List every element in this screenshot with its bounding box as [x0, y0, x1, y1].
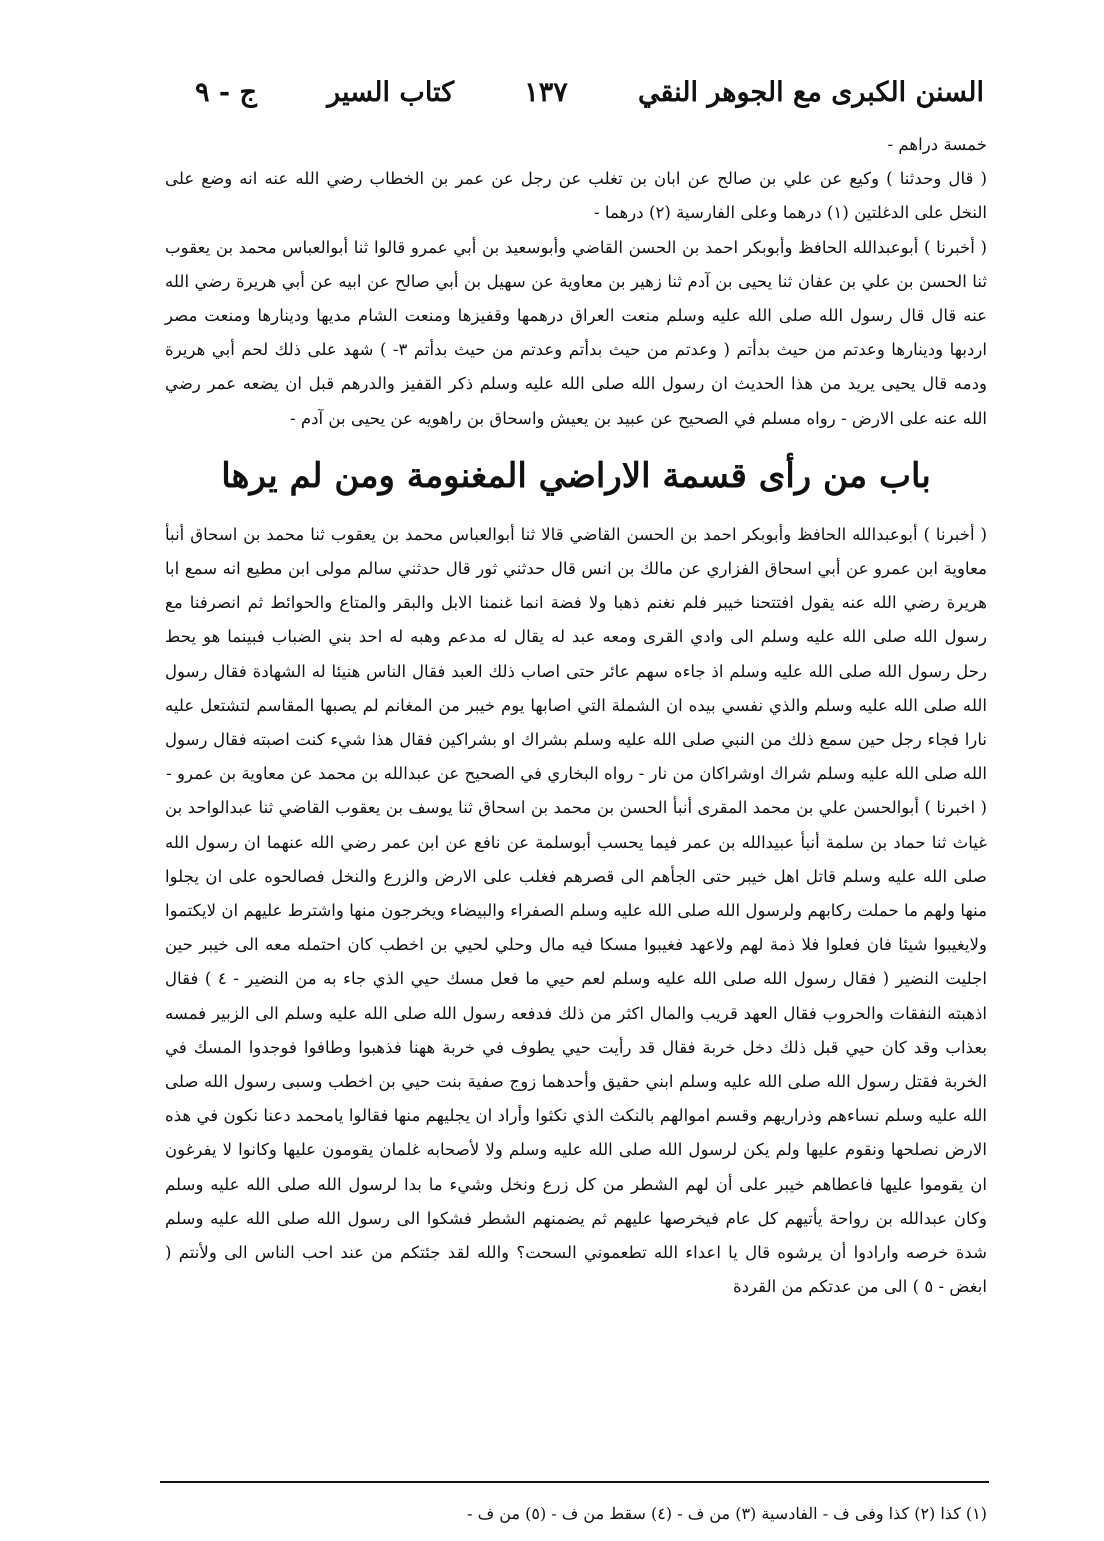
- chapter-title: كتاب السير: [327, 76, 455, 108]
- section-title: باب من رأى قسمة الاراضي المغنومة ومن لم يرها: [221, 455, 931, 496]
- body-text: [165, 128, 987, 1305]
- page-number: ١٣٧: [524, 76, 568, 108]
- paragraph: ( أخبرنا ) أبوعبدالله الحافظ وأبوبكر احمد بن الحسن القاضي قالا ثنا أبوالعباس محمد بن يعقوب ثنا محمد بن اسحاق أنبأ معاوية ابن عمرو عن أبي اسحاق الفزاري عن مالك بن انس قال حدثني ثور قال حدثني سالم مولى ابن مطيع انه سمع ابا هريرة رضي الله عنه يقول افتتحنا خيبر فلم نغنم ذهبا ولا فضة انما غنمنا الابل والبقر والمتاع والحوائط ثم انصرفنا مع رسول الله صلى الله عليه وسلم الى وادي القرى ومعه عبد له يقال له مدعم وهبه له احد بني الضباب فبينما هو يحط رحل رسول الله صلى الله عليه وسلم اذ جاءه سهم عائر حتى اصاب ذلك العبد فقال الناس هنيئا له الشهادة فقال رسول الله صلى الله عليه وسلم والذي نفسي بيده ان الشملة التي اصابها يوم خيبر من المغانم لم يصبها المقاسم لتشتعل عليه نارا فجاء رجل حين سمع ذلك من النبي صلى الله عليه وسلم بشراك او بشراكين فقال هذا شيء كنت اصبته فقال رسول الله صلى الله عليه وسلم شراك اوشراكان من نار - رواه البخاري في الصحيح عن عبدالله بن محمد عن معاوية بن عمرو -: [165, 524, 987, 784]
- paragraph: ( اخبرنا ) أبوالحسن علي بن محمد المقرى أنبأ الحسن بن محمد بن اسحاق ثنا يوسف بن يعقوب القاضي ثنا عبدالواحد بن غياث ثنا حماد بن سلمة أنبأ عبيدالله بن عمر فيما يحسب أبوسلمة عن نافع عن ابن عمر رضي الله عنهما ان رسول الله صلى الله عليه وسلم قاتل اهل خيبر حتى الجأهم الى قصرهم فغلب على الارض والزرع والنخل فصالحوه على ان يجلوا منها ولهم ما حملت ركابهم ولرسول الله صلى الله عليه وسلم الصفراء والبيضاء ويخرجون منها واشترط عليهم ان لايكتموا ولايغيبوا شيئا فان فعلوا فلا ذمة لهم ولاعهد فغيبوا مسكا فيه مال وحلي لحيي بن اخطب كان احتمله معه الى خيبر حين اجليت النضير ( فقال رسول الله صلى الله عليه وسلم لعم حيي ما فعل مسك حيي الذي جاء به من النضير - ٤ ) فقال اذهبته النفقات والحروب فقال العهد قريب والمال اكثر من ذلك فدفعه رسول الله صلى الله عليه وسلم الى الزبير فمسه بعذاب وقد كان حيي قبل ذلك دخل خربة فقال قد رأيت حيي يطوف في خربة ههنا فذهبوا وطافوا فوجدوا المسك في الخربة فقتل رسول الله صلى الله عليه وسلم ابني حقيق وأحدهما زوج صفية بنت حيي بن اخطب وسبى رسول الله صلى الله عليه وسلم نساءهم وذراريهم وقسم اموالهم بالنكث الذي نكثوا وأراد ان يجليهم منها فقالوا يامحمد دعنا نكون في هذه الارض نصلحها ونقوم عليها ولم يكن لرسول الله صلى الله عليه وسلم ولا لأصحابه غلمان يقومون عليها وكانوا لا يفرغون ان يقوموا عليها فاعطاهم خيبر على أن لهم الشطر من كل زرع ونخل وشيء ما بدا لرسول الله صلى الله عليه وسلم وكان عبدالله بن رواحة يأتيهم كل عام فيخرصها عليهم ثم يضمنهم الشطر فشكوا الى رسول الله صلى الله عليه وسلم شدة خرصه وارادوا أن يرشوه قال يا اعداء الله تطعموني السحت؟ والله لقد جئتكم من عند احب الناس الى ولأنتم ( ابغض - ٥ ) الى من عدتكم من القردة: [165, 798, 987, 1297]
- footnote: (١) كذا (٢) كذا وفى ف - الفادسية (٣) من ف - (٤) سقط من ف - (٥) من ف -: [467, 1504, 987, 1523]
- volume-label: ج - ٩: [195, 76, 257, 108]
- page-header: [195, 70, 984, 114]
- paragraph: خمسة دراهم -: [887, 135, 987, 154]
- footnote-divider: [160, 1481, 989, 1483]
- paragraph: ( أخبرنا ) أبوعبدالله الحافظ وأبوبكر احمد بن الحسن القاضي وأبوسعيد بن أبي عمرو قالوا ثنا أبوالعباس محمد بن يعقوب ثنا الحسن بن علي بن عفان ثنا يحيى بن آدم ثنا زهير بن معاوية عن سهيل بن أبي صالح عن ابيه عن أبي هريرة رضي الله عنه قال قال رسول الله صلى الله عليه وسلم منعت العراق درهمها وقفيزها ومنعت الشام مديها ودينارها ومنعت مصر اردبها ودينارها وعدتم من حيث بدأتم ( وعدتم من حيث بدأتم وعدتم من حيث بدأتم ٣- ) شهد على ذلك لحم أبي هريرة ودمه قال يحيى يريد من هذا الحديث ان رسول الله صلى الله عليه وسلم ذكر القفيز والدرهم قبل ان يضعه عمر رضي الله عنه على الارض - رواه مسلم في الصحيح عن عبيد بن يعيش واسحاق بن راهويه عن يحيى بن آدم -: [165, 237, 987, 428]
- paragraph: ( قال وحدثنا ) وكيع عن علي بن صالح عن ابان بن تغلب عن رجل عن عمر بن الخطاب رضي الله عنه انه وضع على النخل على الدغلتين (١) درهما وعلى الفارسية (٢) درهما -: [165, 169, 987, 223]
- book-title: السنن الكبرى مع الجوهر النقي: [637, 76, 984, 108]
